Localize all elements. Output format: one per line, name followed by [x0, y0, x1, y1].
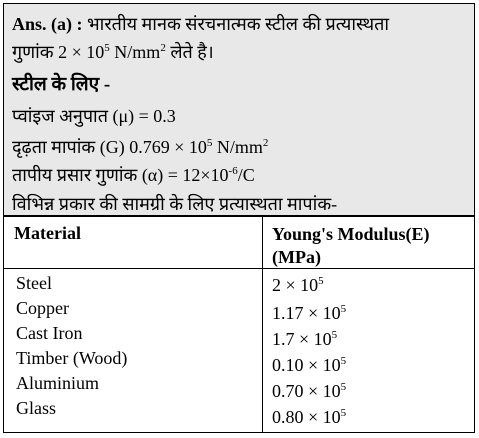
rigidity-unit: N/mm [212, 137, 263, 157]
rigidity-unit-exponent: 2 [262, 137, 269, 149]
row-value-glass: $0.80 \times 10^5$ [272, 407, 347, 427]
row-value-timber: $0.10 \times 10^5$ [272, 355, 347, 375]
row-value-cast-iron: $1.7 \times 10^5$ [272, 329, 338, 349]
row-value-steel: $2 \times 10^5$ [272, 275, 324, 295]
table-header [4, 217, 474, 269]
answer-line-2 [12, 40, 214, 64]
rigidity-modulus-line [12, 135, 268, 159]
poisson-ratio-line: प्वांइज अनुपात (μ) = 0.3 [12, 106, 176, 126]
row-material-steel: Steel [16, 273, 52, 293]
line2-unit: N/mm [109, 42, 161, 62]
column-divider [262, 217, 263, 432]
row-material-cast-iron: Cast Iron [16, 323, 83, 343]
row-material-copper: Copper [16, 298, 69, 318]
answer-line-1 [12, 12, 389, 36]
thermal-exponent: -6 [228, 165, 238, 177]
rigidity-exponent: 5 [206, 137, 213, 149]
thermal-prefix: तापीय प्रसार गुणांक (α) = 12×10 [12, 165, 229, 185]
row-value-aluminium: $0.70 \times 10^5$ [272, 381, 347, 401]
modulus-table [3, 216, 475, 433]
answer-box [3, 3, 475, 216]
row-value-copper: $1.17 \times 10^5$ [272, 303, 347, 323]
answer-line-1-text: भारतीय मानक संरचनात्मक स्टील की प्रत्यास्थता [87, 14, 390, 34]
rigidity-prefix: दृढ़ता मापांक (G) 0.769 × 10 [12, 137, 207, 157]
steel-heading: स्टील के लिए - [12, 74, 111, 95]
header-modulus: Young's Modulus(E) (MPa) [272, 224, 430, 267]
row-material-glass: Glass [16, 398, 56, 418]
answer-label: Ans. (a) : [12, 14, 83, 34]
materials-intro-line: विभिन्न प्रकार की सामग्री के लिए प्रत्यास्थता मापांक- [12, 194, 338, 214]
line2-suffix: लेते है। [165, 42, 214, 62]
line2-exponent: 5 [104, 42, 110, 54]
row-material-aluminium: Aluminium [16, 373, 100, 393]
header-material: Material [14, 223, 81, 243]
thermal-unit: /C [237, 165, 255, 185]
row-material-timber: Timber (Wood) [16, 348, 128, 368]
thermal-expansion-line [12, 163, 255, 187]
line2-prefix: गुणांक 2 × 10 [12, 42, 105, 62]
line2-unit-exponent: 2 [160, 42, 166, 54]
